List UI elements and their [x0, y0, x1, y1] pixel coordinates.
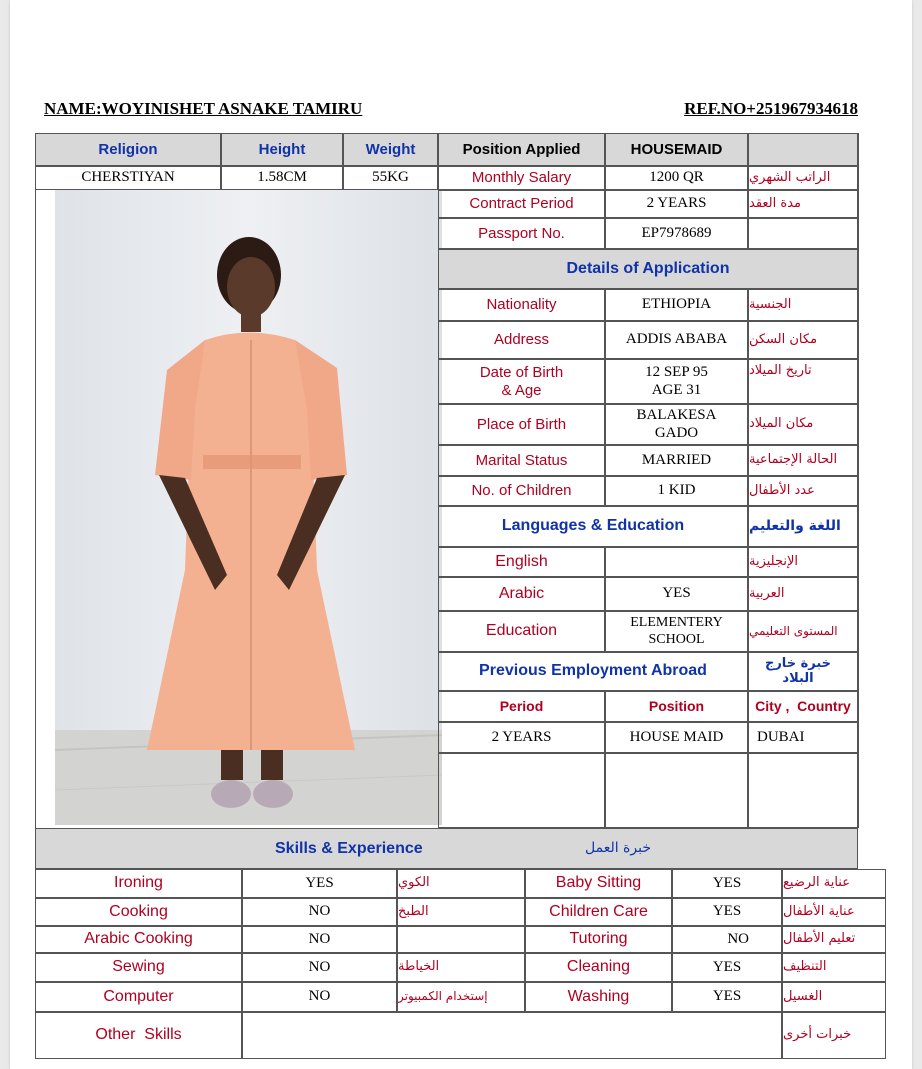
- english-label: English: [438, 547, 605, 577]
- skill-label: Cleaning: [525, 953, 672, 982]
- monthly-salary-value: 1200 QR: [605, 166, 748, 190]
- passport-value: EP7978689: [605, 218, 748, 249]
- skill-arabic: عناية الأطفال: [782, 898, 886, 926]
- address-label: Address: [438, 321, 605, 359]
- skill-label: Computer: [35, 982, 242, 1012]
- skill-value: NO: [242, 926, 397, 953]
- employment-section-title-arabic: خبرة خارج البلاد: [748, 652, 858, 691]
- skill-value: NO: [672, 926, 782, 953]
- education-value: ELEMENTERY SCHOOL: [605, 611, 748, 652]
- skill-value: YES: [672, 869, 782, 898]
- skill-arabic: الخياطة: [397, 953, 525, 982]
- religion-value: CHERSTIYAN: [35, 166, 221, 190]
- employment-empty-cell: [605, 753, 748, 828]
- skill-value: YES: [672, 953, 782, 982]
- skill-label: Arabic Cooking: [35, 926, 242, 953]
- height-header: Height: [221, 133, 343, 166]
- nationality-value: ETHIOPIA: [605, 289, 748, 321]
- skill-arabic: الغسيل: [782, 982, 886, 1012]
- skill-arabic: الكوي: [397, 869, 525, 898]
- employment-period-header: Period: [438, 691, 605, 722]
- candidate-name: NAME:WOYINISHET ASNAKE TAMIRU: [44, 99, 363, 118]
- skills-section-title: Skills & Experience: [275, 840, 423, 857]
- skill-label: Sewing: [35, 953, 242, 982]
- birthplace-label: Place of Birth: [438, 404, 605, 445]
- skill-arabic: إستخدام الكمبيوتر: [397, 982, 525, 1012]
- contract-period-value: 2 YEARS: [605, 190, 748, 218]
- employment-empty-cell: [748, 753, 858, 828]
- other-skills-value: [242, 1012, 782, 1059]
- arabic-label: Arabic: [438, 577, 605, 611]
- weight-value: 55KG: [343, 166, 438, 190]
- marital-status-label: Marital Status: [438, 445, 605, 476]
- table-border: [35, 190, 36, 828]
- children-arabic: عدد الأطفال: [748, 476, 858, 506]
- skill-arabic: [397, 926, 525, 953]
- dob-value: 12 SEP 95 AGE 31: [605, 359, 748, 404]
- skill-arabic: تعليم الأطفال: [782, 926, 886, 953]
- religion-header: Religion: [35, 133, 221, 166]
- english-arabic: الإنجليزية: [748, 547, 858, 577]
- cv-sheet: [10, 0, 912, 1069]
- dob-arabic: تاريخ الميلاد: [748, 359, 858, 404]
- details-section-title: Details of Application: [438, 249, 858, 289]
- skill-value: NO: [242, 982, 397, 1012]
- skill-label: Washing: [525, 982, 672, 1012]
- monthly-salary-label: Monthly Salary: [438, 166, 605, 190]
- weight-header: Weight: [343, 133, 438, 166]
- skill-value: NO: [242, 898, 397, 926]
- candidate-photo: [55, 190, 442, 825]
- employment-empty-cell: [438, 753, 605, 828]
- address-value: ADDIS ABABA: [605, 321, 748, 359]
- passport-arabic: [748, 218, 858, 249]
- contract-period-label: Contract Period: [438, 190, 605, 218]
- nationality-label: Nationality: [438, 289, 605, 321]
- table-border: [858, 133, 859, 828]
- skill-value: YES: [242, 869, 397, 898]
- skill-arabic: الطبخ: [397, 898, 525, 926]
- other-skills-label: Other Skills: [35, 1012, 242, 1059]
- arabic-value: YES: [605, 577, 748, 611]
- address-arabic: مكان السكن: [748, 321, 858, 359]
- skills-section-header: [35, 828, 858, 869]
- children-value: 1 KID: [605, 476, 748, 506]
- skill-label: Ironing: [35, 869, 242, 898]
- birthplace-arabic: مكان الميلاد: [748, 404, 858, 445]
- birthplace-value: BALAKESA GADO: [605, 404, 748, 445]
- employment-country-header: City , Country: [748, 691, 858, 722]
- skill-value: YES: [672, 982, 782, 1012]
- dob-label: Date of Birth & Age: [438, 359, 605, 404]
- height-value: 1.58CM: [221, 166, 343, 190]
- marital-status-arabic: الحالة الإجتماعية: [748, 445, 858, 476]
- employment-section-title: Previous Employment Abroad: [438, 652, 748, 691]
- skill-arabic: عناية الرضيع: [782, 869, 886, 898]
- skill-label: Tutoring: [525, 926, 672, 953]
- contract-period-arabic: مدة العقد: [748, 190, 858, 218]
- skill-value: YES: [672, 898, 782, 926]
- skills-section-title-arabic: خبرة العمل: [585, 840, 651, 856]
- skill-label: Cooking: [35, 898, 242, 926]
- skill-label: Children Care: [525, 898, 672, 926]
- skill-value: NO: [242, 953, 397, 982]
- other-skills-arabic: خبرات أخرى: [782, 1012, 886, 1059]
- english-value: [605, 547, 748, 577]
- education-label: Education: [438, 611, 605, 652]
- skill-label: Baby Sitting: [525, 869, 672, 898]
- employment-country-value: DUBAI: [748, 722, 858, 753]
- languages-section-title-arabic: اللغة والتعليم: [748, 506, 858, 547]
- arabic-arabic: العربية: [748, 577, 858, 611]
- nationality-arabic: الجنسية: [748, 289, 858, 321]
- education-arabic: المستوى التعليمي: [748, 611, 858, 652]
- languages-section-title: Languages & Education: [438, 506, 748, 547]
- skill-arabic: التنظيف: [782, 953, 886, 982]
- marital-status-value: MARRIED: [605, 445, 748, 476]
- position-applied-value: HOUSEMAID: [605, 133, 748, 166]
- monthly-salary-arabic: الراتب الشهري: [748, 166, 858, 190]
- reference-number: REF.NO+251967934618: [684, 99, 858, 118]
- employment-period-value: 2 YEARS: [438, 722, 605, 753]
- children-label: No. of Children: [438, 476, 605, 506]
- position-applied-arabic: [748, 133, 858, 166]
- employment-position-value: HOUSE MAID: [605, 722, 748, 753]
- employment-position-header: Position: [605, 691, 748, 722]
- position-applied-label: Position Applied: [438, 133, 605, 166]
- passport-label: Passport No.: [438, 218, 605, 249]
